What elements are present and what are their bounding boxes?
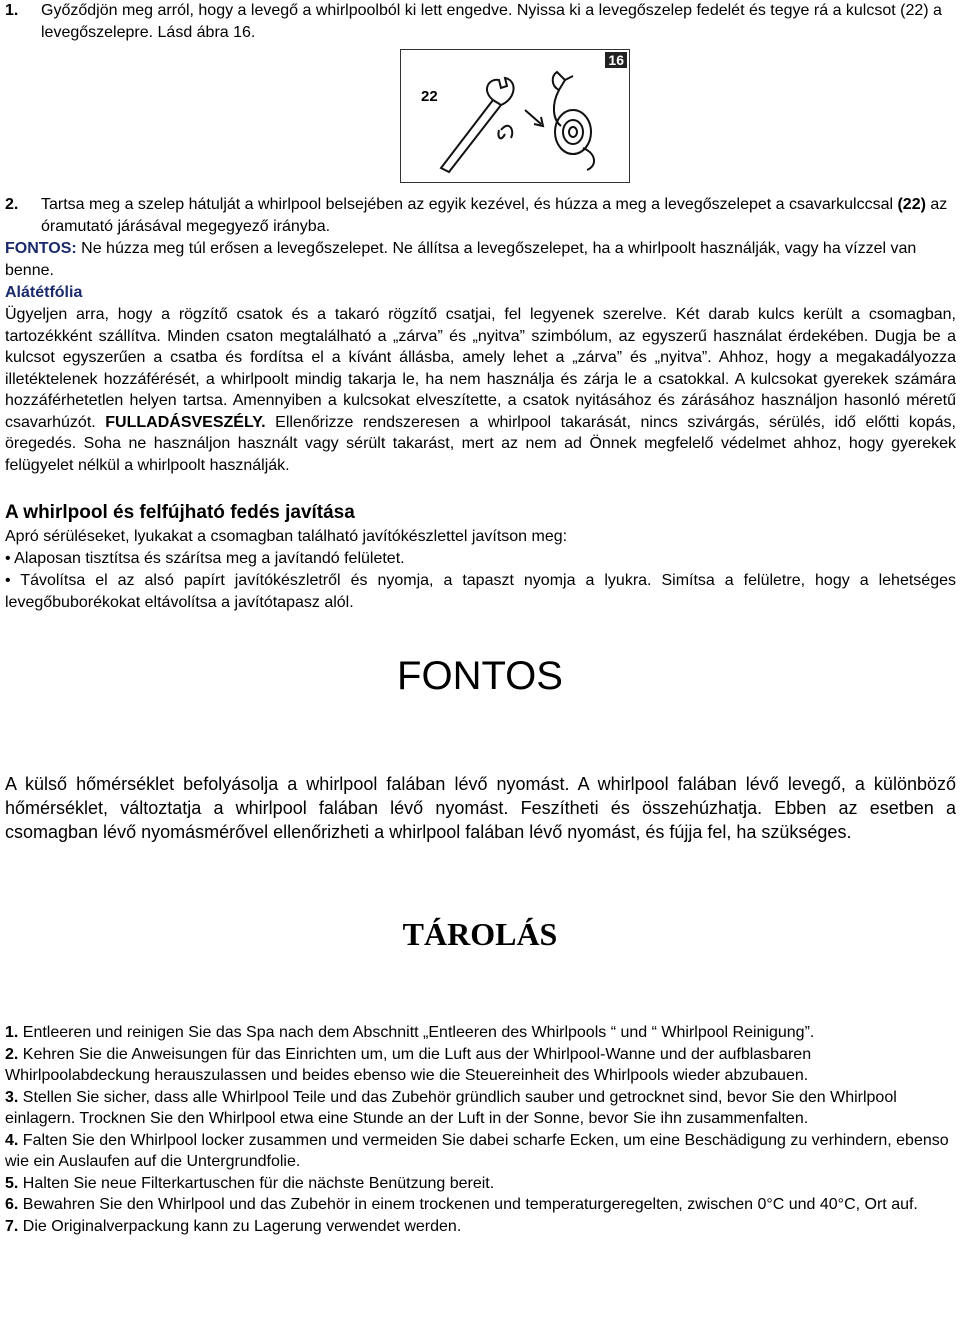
step-number: 2. bbox=[5, 196, 19, 213]
list-item: 6. Bewahren Sie den Whirlpool und das Zubehör in einem trockenen und temperaturgeregelten, zwischen 0°C und 40°C, Ort auf. bbox=[5, 1196, 918, 1213]
list-item: 7. Die Originalverpackung kann zu Lagerung verwendet werden. bbox=[5, 1217, 462, 1235]
warning-label: FULLADÁSVESZÉLY. bbox=[105, 413, 266, 431]
arrow-right-icon bbox=[525, 110, 543, 126]
storage-title: TÁROLÁS bbox=[402, 916, 558, 952]
bullet-item: • Alaposan tisztítsa és szárítsa meg a javítandó felületet. bbox=[5, 550, 405, 567]
paragraph: Apró sérüléseket, lyukakat a csomagban található javítókészlettel javítson meg: bbox=[5, 528, 568, 545]
list-item: 1. Entleeren und reinigen Sie das Spa nach dem Abschnitt „Entleeren des Whirlpools “ und “ Whirlpool Reinigung”. bbox=[5, 1024, 815, 1041]
figure-16 bbox=[400, 49, 630, 183]
list-item: 5. Halten Sie neue Filterkartuschen für die nächste Benützung bereit. bbox=[5, 1174, 495, 1192]
step-text: Győződjön meg arról, hogy a levegő a whirlpoolból ki lett engedve. Nyissa ki a levegőszelep fedelét és tegye rá a kulcsot (22) a levegőszelepre. Lásd ábra 16. bbox=[41, 2, 942, 41]
section-heading: Alátétfólia bbox=[5, 284, 83, 301]
part-label: 22 bbox=[421, 88, 438, 105]
step-1 bbox=[5, 0, 956, 43]
step-2 bbox=[5, 194, 956, 237]
paragraph: A külső hőmérséklet befolyásolja a whirlpool falában lévő nyomást. A whirlpool falában lévő levegő, a különböző hőmérséklet, változtatja a whirlpool falában lévő nyomást. Feszítheti és összehúzhatja. Ebben az esetben a csomagban lévő nyomásmérővel ellenőrizheti a whirlpool falában lévő nyomást, és fújja fel, ha szükséges. bbox=[5, 774, 956, 842]
bullet-item: • Távolítsa el az alsó papírt javítókészletről és nyomja, a tapaszt nyomja a lyukra. Simítsa a felületre, hogy a lehetséges levegőbuborékokat eltávolítsa a javítótapasz alól. bbox=[5, 572, 956, 611]
step-text: Tartsa meg a szelep hátulját a whirlpool belsejében az egyik kezével, és húzza a meg a levegőszelepet a csavarkulccsal (22) az óramutató járásával megegyező irányba. bbox=[41, 196, 948, 235]
wrench-icon bbox=[441, 78, 514, 172]
warning-label: FONTOS: bbox=[5, 240, 77, 257]
valve-icon bbox=[553, 72, 594, 170]
list-item: 3. Stellen Sie sicher, dass alle Whirlpool Teile und das Zubehör gründlich sauber und getrocknet sind, bevor Sie den Whirlpool einlagern. Trocknen Sie den Whirlpool etwa eine Stunde an der Luft in der Sonne, bevor Sie ihn zusammenfalten. bbox=[5, 1088, 897, 1127]
step-number: 1. bbox=[5, 2, 19, 19]
list-item: 2. Kehren Sie die Anweisungen für das Einrichten um, um die Luft aus der Whirlpool-Wanne und der aufblasbaren Whirlpoolabdeckung herauszulassen und beides ebenso wie die Steuereinheit des Whirlpools wieder abzubauen. bbox=[5, 1045, 812, 1084]
section-heading: A whirlpool és felfújható fedés javítása bbox=[5, 502, 355, 523]
storage-list bbox=[5, 1022, 956, 1237]
warning-text: Ne húzza meg túl erősen a levegőszelepet. Ne állítsa a levegőszelepet, ha a whirlpoolt használják, vagy ha vízzel van benne. bbox=[5, 240, 917, 279]
figure-illustration bbox=[401, 50, 629, 182]
page-title: FONTOS bbox=[397, 654, 563, 698]
fontos-warning bbox=[5, 238, 956, 281]
paragraph: Ügyeljen arra, hogy a rögzítő csatok és a takaró rögzítő csatjai, fel legyenek szerelve. Két darab kulcs került a csomagban, tartozékként szállítva. Minden csaton megtalálható a „zárva” és „nyitva” szimbólum, az egyszerű használat érdekében. Dugja be a kulcsot egyszerűen a csatba és fordítsa el a kívánt állásba, amely lehet a „zárva” és „nyitva”. Ahhoz, hogy a megakadályozza illetéktelenek hozzáférését, a whirlpoolt mindig takarja le, ha nem használja és zárja le a csatokkal. A kulcsokat gyerekek számára hozzáférhetetlen helyen tartsa. Amennyiben a kulcsokat elveszítette, a csatok nyitásához és zárásához használjon hasonló méretű csavarhúzót. FULLADÁSVESZÉLY. Ellenőrizze rendszeresen a whirlpool takarását, nincs szivárgás, sérülés, idő előtti kopás, öregedés. Soha ne használjon használt vagy sérült takarást, mert az nem ad Önnek megfelelő védelmet ahhoz, hogy gyerekek felügyelet nélkül a whirlpoolt használják. bbox=[5, 306, 956, 474]
list-item: 4. Falten Sie den Whirlpool locker zusammen und vermeiden Sie dabei scharfe Ecken, um eine Beschädigung zu verhindern, ebenso wie ein Auslaufen auf die Untergrundfolie. bbox=[5, 1131, 949, 1170]
figure-number: 16 bbox=[605, 52, 627, 68]
